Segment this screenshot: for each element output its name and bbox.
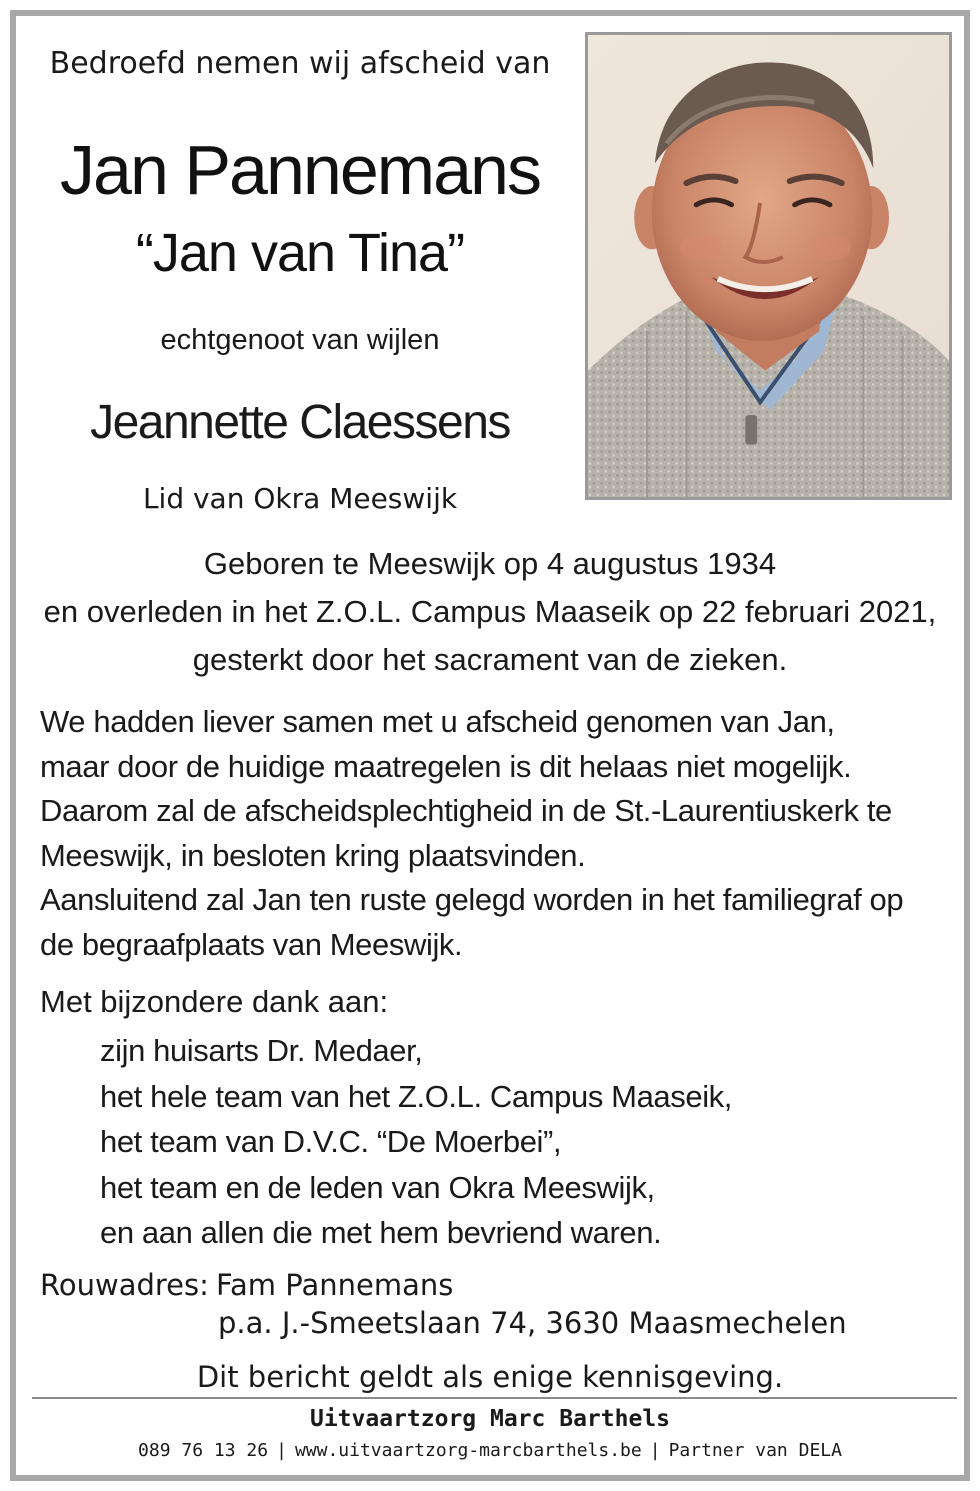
thanks-list [100,1028,732,1256]
deceased-nickname: “Jan van Tina” [135,223,465,283]
address-label: Rouwadres: [40,1268,209,1302]
deceased-name: Jan Pannemans [60,131,540,209]
thanks-item: het team van D.V.C. “De Moerbei”, [100,1124,562,1159]
spouse-label: echtgenoot van wijlen [160,324,440,356]
thanks-title: Met bijzondere dank aan: [40,984,389,1019]
footer-separator: | [276,1440,287,1461]
birth-line: Geboren te Meeswijk op 4 augustus 1934 [203,546,777,581]
membership-text: Lid van Okra Meeswijk [142,482,458,515]
footer-separator: | [649,1440,661,1461]
message-line: Daarom zal de afscheidsplechtigheid in de St.-Laurentiuskerk te [40,793,892,828]
footer-company: Uitvaartzorg Marc Barthels [309,1406,671,1432]
message-line: We hadden liever samen met u afscheid genomen van Jan, [40,704,835,739]
death-line: en overleden in het Z.O.L. Campus Maaseik op 22 februari 2021, [43,594,937,629]
footer-phone: 089 76 13 26 [138,1440,269,1461]
thanks-item: en aan allen die met hem bevriend waren. [100,1215,662,1250]
message-line: Meeswijk, in besloten kring plaatsvinden. [40,837,586,873]
notice-text: Dit bericht geldt als enige kennisgeving. [196,1360,784,1394]
message-line: maar door de huidige maatregelen is dit helaas niet mogelijk. [40,748,852,784]
footer-divider [32,1397,957,1399]
funeral-message [40,700,950,967]
footer-partner: Partner van DELA [668,1440,842,1461]
footer-website[interactable]: www.uitvaartzorg-marcbarthels.be [294,1440,642,1461]
life-dates [40,540,940,684]
footer-contact [40,1440,940,1461]
thanks-item: het hele team van het Z.O.L. Campus Maaseik, [100,1078,732,1114]
thanks-item: het team en de leden van Okra Meeswijk, [100,1169,655,1205]
message-line: de begraafplaats van Meeswijk. [40,926,463,962]
message-line: Aansluitend zal Jan ten ruste gelegd worden in het familiegraf op [40,882,904,917]
sacrament-line: gesterkt door het sacrament van de zieken. [192,642,788,677]
intro-text: Bedroefd nemen wij afscheid van [49,46,551,81]
address-name: Fam Pannemans [216,1268,454,1302]
thanks-item: zijn huisarts Dr. Medaer, [100,1033,423,1068]
portrait-photo [585,32,952,500]
spouse-name: Jeannette Claessens [90,396,510,449]
portrait-illustration [588,35,949,497]
address-street: p.a. J.-Smeetslaan 74, 3630 Maasmechelen [218,1306,847,1340]
